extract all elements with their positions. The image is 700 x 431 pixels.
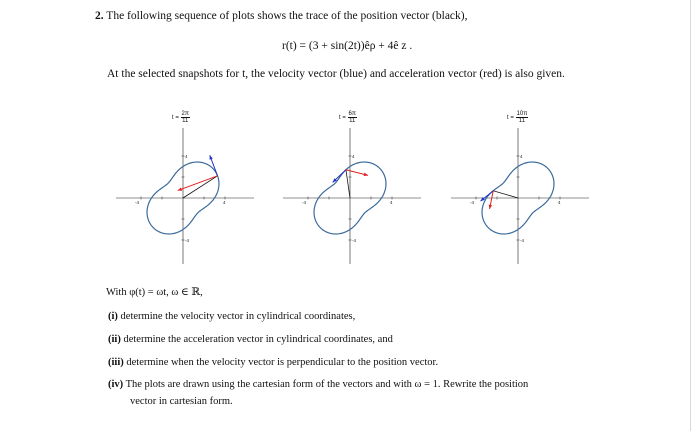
plot-3-canvas: [443, 106, 593, 266]
y-tick-label-pos: 4: [520, 154, 523, 159]
acceleration-vector-head: [178, 187, 182, 190]
velocity-vector: [333, 170, 346, 183]
velocity-vector-head: [210, 155, 213, 159]
problem-intro-line: [95, 10, 468, 22]
time-numerator: 6π: [348, 111, 356, 117]
task-label: (i): [108, 311, 118, 322]
time-denominator: 11: [349, 118, 356, 124]
task-item-i: [108, 311, 355, 322]
plot-3-time-label: [507, 111, 528, 124]
task-label: (ii): [108, 334, 121, 345]
task-item-ii: [108, 334, 393, 345]
plot-2-canvas: [275, 106, 425, 266]
problem-intro: The following sequence of plots shows the trace of the position vector (black),: [106, 10, 468, 22]
task-label: (iv): [108, 379, 124, 390]
problem-number: 2.: [95, 10, 104, 22]
y-tick-label-pos: 4: [352, 154, 355, 159]
y-tick-label-neg: -4: [185, 238, 190, 243]
plot-1-time-label: [172, 111, 190, 124]
position-equation: r(t) = (3 + sin(2t))êρ + 4ê z .: [282, 40, 413, 52]
velocity-vector: [210, 155, 218, 176]
acceleration-vector-head: [489, 205, 492, 209]
acceleration-vector: [346, 170, 368, 176]
position-vector: [346, 170, 350, 198]
time-numerator: 10π: [516, 111, 528, 117]
x-tick-label-pos: 4: [390, 200, 393, 205]
x-tick-label-neg: -4: [302, 200, 307, 205]
task-text: determine the acceleration vector in cylindrical coordinates, and: [123, 334, 393, 345]
x-tick-label-pos: 4: [223, 200, 226, 205]
task-item-iii: [108, 357, 438, 368]
plot-2: [275, 106, 425, 266]
time-numerator: 2π: [181, 111, 189, 117]
y-tick-label-neg: -4: [520, 238, 525, 243]
plot-3: [443, 106, 593, 266]
plot-1: [108, 106, 258, 266]
time-denominator: 11: [518, 118, 526, 124]
time-prefix: t =: [507, 115, 514, 122]
snapshot-description: At the selected snapshots for t, the velocity vector (blue) and acceleration vector (red) is also given.: [107, 68, 565, 80]
task-text: determine the velocity vector in cylindrical coordinates,: [120, 311, 356, 322]
page-edge: [690, 0, 691, 431]
x-tick-label-neg: -4: [470, 200, 475, 205]
plot-2-time-label: [339, 111, 357, 124]
x-tick-label-neg: -4: [135, 200, 140, 205]
plot-1-canvas: [108, 106, 258, 266]
task-text: determine when the velocity vector is perpendicular to the position vector.: [126, 357, 439, 368]
task-text: The plots are drawn using the cartesian form of the vectors and with ω = 1. Rewrite the position: [125, 379, 529, 390]
task-item-iv-continued: vector in cartesian form.: [130, 396, 233, 407]
time-prefix: t =: [339, 115, 346, 122]
y-tick-label-pos: 4: [185, 154, 188, 159]
time-prefix: t =: [172, 115, 179, 122]
time-denominator: 11: [182, 118, 189, 124]
y-tick-label-neg: -4: [352, 238, 357, 243]
task-label: (iii): [108, 357, 124, 368]
x-tick-label-pos: 4: [558, 200, 561, 205]
task-item-iv: [108, 379, 528, 390]
with-condition: With φ(t) = ωt, ω ∈ ℝ,: [106, 287, 203, 298]
